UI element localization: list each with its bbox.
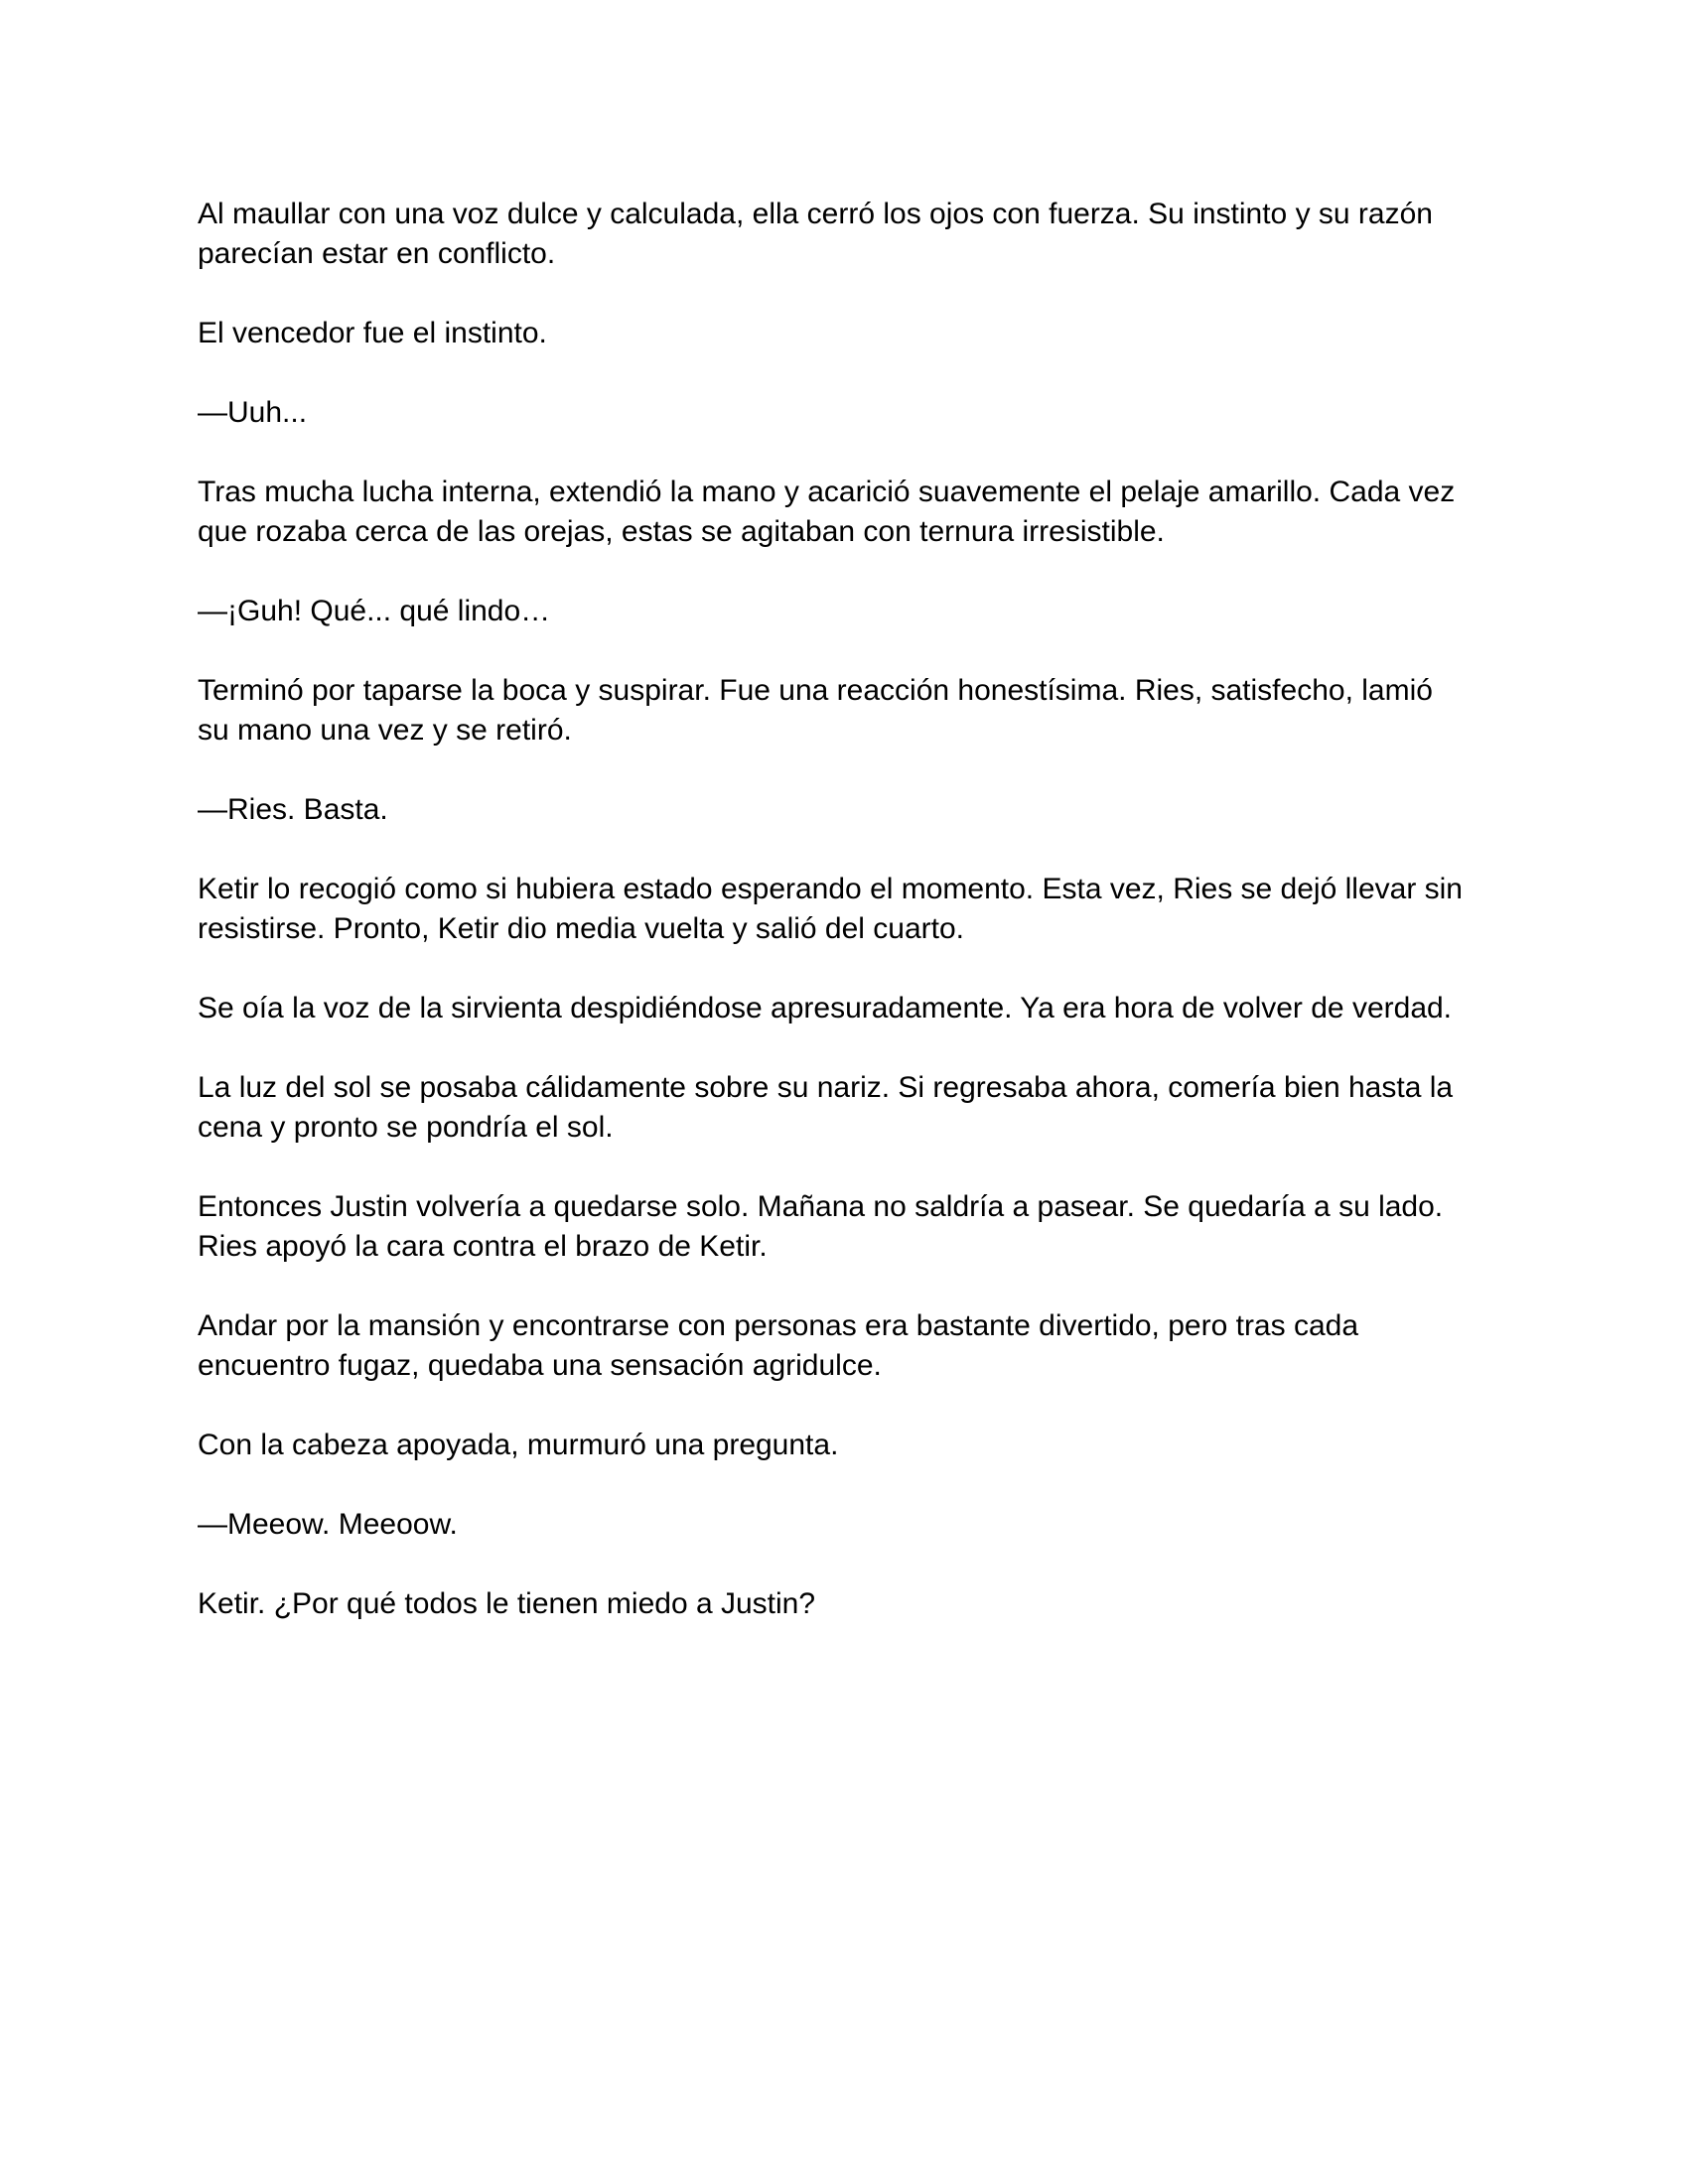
paragraph (198, 195, 1498, 274)
text-line: su mano una vez y se retiró. (198, 714, 572, 747)
dialogue-paragraph (198, 393, 1498, 433)
paragraph (198, 1426, 1498, 1465)
text-line: —Uuh... (198, 396, 308, 429)
text-line: que rozaba cerca de las orejas, estas se agitaban con ternura irresistible. (198, 515, 1165, 548)
dialogue-paragraph (198, 1505, 1498, 1545)
text-line: Con la cabeza apoyada, murmuró una pregunta. (198, 1429, 839, 1461)
text-line: Andar por la mansión y encontrarse con personas era bastante divertido, pero tras cada (198, 1309, 1359, 1342)
text-line: Terminó por taparse la boca y suspirar. Fue una reacción honestísima. Ries, satisfecho, lamió (198, 674, 1433, 707)
dialogue-paragraph (198, 592, 1498, 631)
text-line: Al maullar con una voz dulce y calculada, ella cerró los ojos con fuerza. Su instinto y su razón (198, 198, 1433, 230)
text-line: —Meeow. Meeoow. (198, 1508, 458, 1541)
text-line: La luz del sol se posaba cálidamente sobre su nariz. Si regresaba ahora, comería bien hasta la (198, 1071, 1454, 1104)
paragraph (198, 1187, 1498, 1267)
paragraph (198, 989, 1498, 1028)
dialogue-paragraph (198, 790, 1498, 830)
text-line: Ries apoyó la cara contra el brazo de Ketir. (198, 1230, 768, 1263)
paragraph (198, 314, 1498, 353)
paragraph (198, 870, 1498, 949)
text-line: —¡Guh! Qué... qué lindo… (198, 595, 551, 627)
text-line: Entonces Justin volvería a quedarse solo. Mañana no saldría a pasear. Se quedaría a su lado. (198, 1190, 1444, 1223)
text-line: Tras mucha lucha interna, extendió la mano y acarició suavemente el pelaje amarillo. Cada vez (198, 476, 1456, 508)
text-line: Ketir lo recogió como si hubiera estado esperando el momento. Esta vez, Ries se dejó llevar sin (198, 873, 1463, 905)
text-line: parecían estar en conflicto. (198, 237, 556, 270)
document-page (198, 195, 1498, 1624)
text-line: Ketir. ¿Por qué todos le tienen miedo a Justin? (198, 1587, 816, 1620)
text-line: —Ries. Basta. (198, 793, 388, 826)
text-line: encuentro fugaz, quedaba una sensación agridulce. (198, 1349, 882, 1382)
paragraph (198, 1306, 1498, 1386)
text-line: El vencedor fue el instinto. (198, 317, 547, 349)
paragraph (198, 473, 1498, 552)
paragraph (198, 671, 1498, 751)
text-line: cena y pronto se pondría el sol. (198, 1111, 614, 1144)
text-line: resistirse. Pronto, Ketir dio media vuelta y salió del cuarto. (198, 912, 965, 945)
paragraph (198, 1068, 1498, 1148)
paragraph (198, 1584, 1498, 1624)
text-line: Se oía la voz de la sirvienta despidiéndose apresuradamente. Ya era hora de volver de verdad. (198, 992, 1453, 1024)
